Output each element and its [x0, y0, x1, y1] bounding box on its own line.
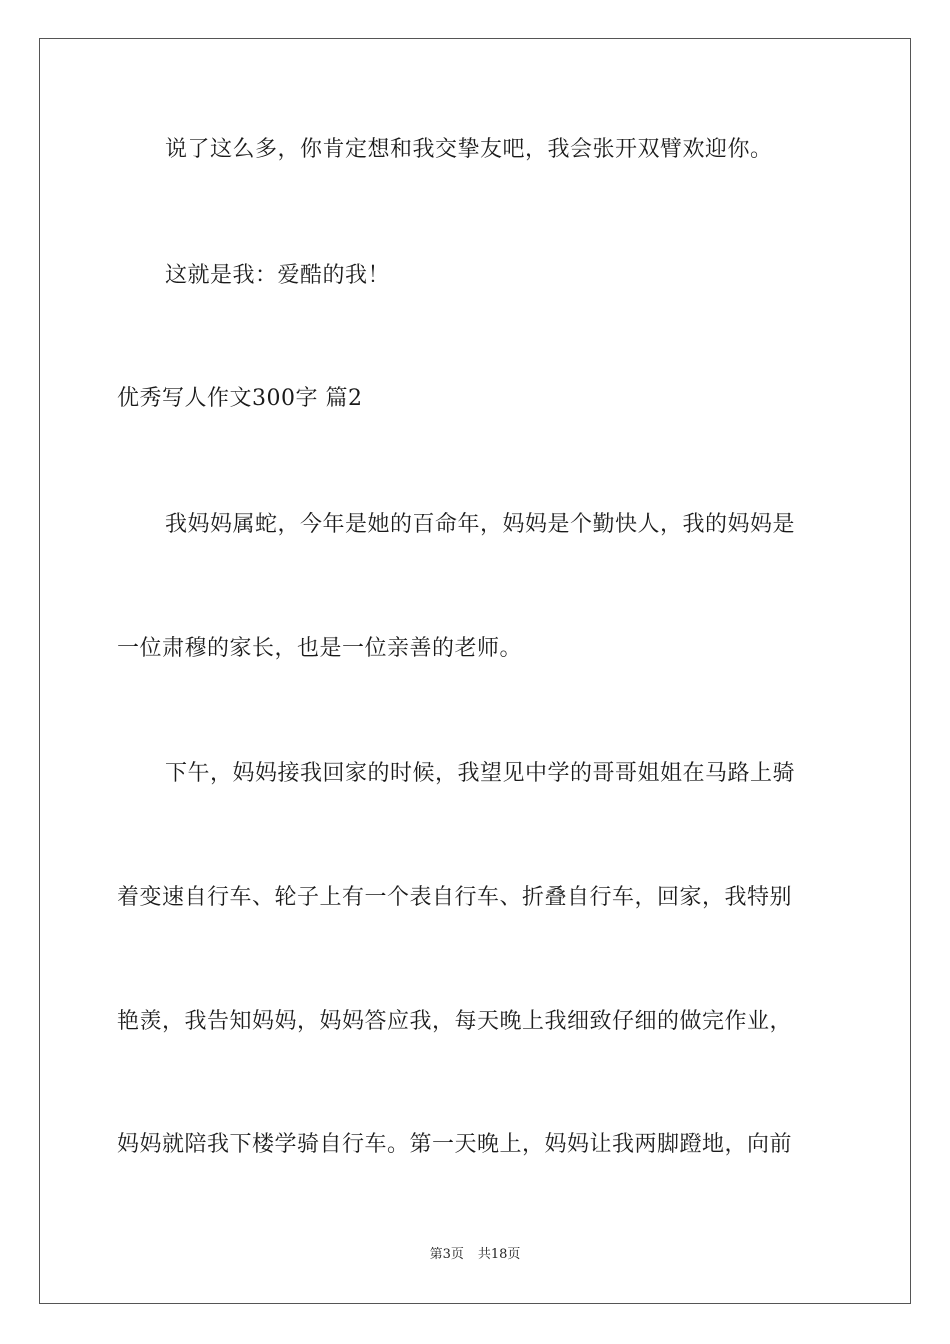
page-total: 共18页 — [477, 1247, 521, 1262]
paragraph-line-8: 艳羡，我告知妈妈，妈妈答应我，每天晚上我细致仔细的做完作业， — [117, 1009, 793, 1034]
paragraph-line-4: 我妈妈属蛇，今年是她的百命年，妈妈是个勤快人，我的妈妈是 — [165, 512, 796, 537]
paragraph-line-9: 妈妈就陪我下楼学骑自行车。第一天晚上，妈妈让我两脚蹬地，向前 — [117, 1132, 793, 1157]
paragraph-line-6: 下午，妈妈接我回家的时候，我望见中学的哥哥姐姐在马路上骑 — [165, 761, 796, 786]
paragraph-line-2: 这就是我：爱酷的我！ — [165, 263, 391, 288]
paragraph-line-7: 着变速自行车、轮子上有一个表自行车、折叠自行车，回家，我特别 — [117, 885, 793, 910]
page-footer — [0, 1246, 950, 1264]
paragraph-line-1: 说了这么多，你肯定想和我交挚友吧，我会张开双臂欢迎你。 — [165, 137, 773, 162]
page-number: 第3页 — [429, 1247, 464, 1262]
section-heading: 优秀写人作文300字 篇2 — [117, 386, 363, 411]
page-border — [39, 38, 911, 1304]
paragraph-line-5: 一位肃穆的家长，也是一位亲善的老师。 — [117, 636, 523, 661]
